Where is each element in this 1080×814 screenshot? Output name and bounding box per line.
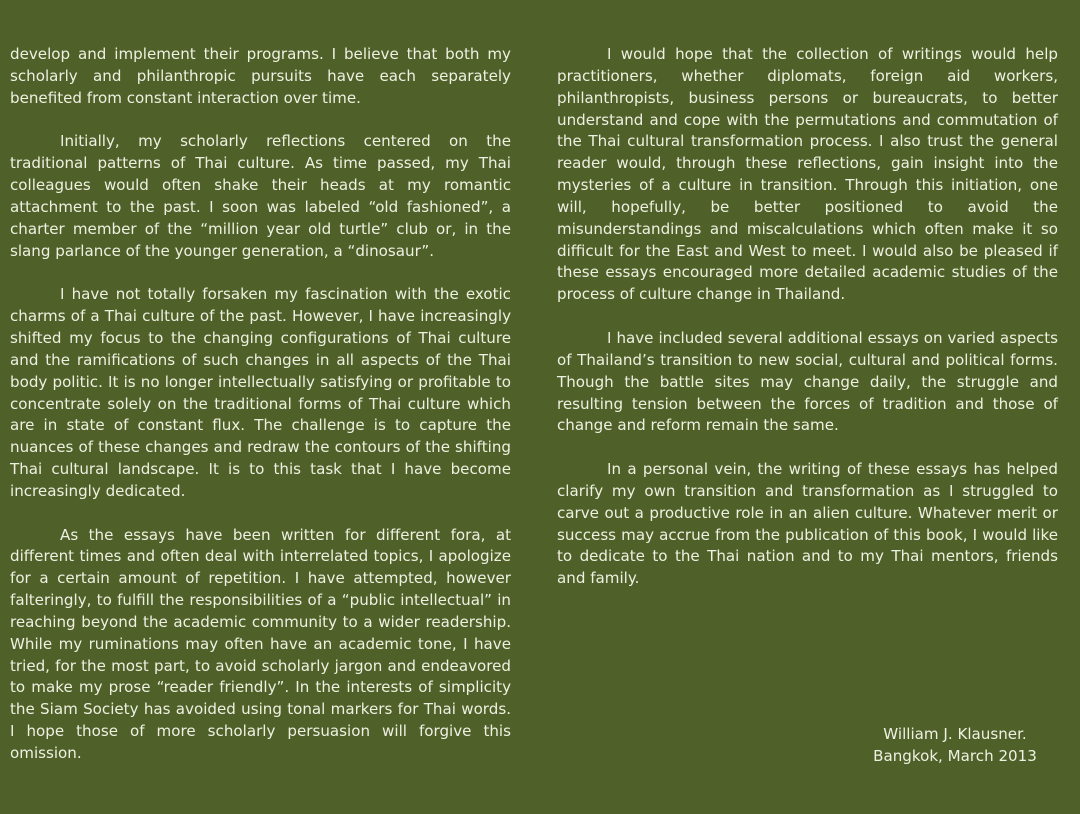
left-paragraph-1: develop and implement their programs. I believe that both my scholarly and philanthropic pursuits have each separately benefited from constant interaction over time.: [10, 45, 511, 107]
left-paragraph-2: Initially, my scholarly reflections centered on the traditional patterns of Thai culture. As time passed, my Thai colleagues would often shake their heads at my romantic attachment to the past. I soon was labeled “old fashioned”, a charter member of the “million year old turtle” club or, in the slang parlance of the younger generation, a “dinosaur”.: [10, 132, 511, 260]
place-and-date: Bangkok, March 2013: [873, 746, 1037, 765]
right-paragraph-1: I would hope that the collection of writings would help practitioners, whether diplomats, foreign aid workers, philanthropists, business persons or bureaucrats, to better understand and cope with the permutations and commutation of the Thai cultural transformation process. I also trust the general reader would, through these reflections, gain insight into the mysteries of a culture in transition. Through this initiation, one will, hopefully, be better positioned to avoid the misunderstandings and miscalculations which often make it so difficult for the East and West to meet. I would also be pleased if these essays encouraged more detailed academic studies of the process of culture change in Thailand.: [557, 45, 1058, 304]
left-paragraph-4: As the essays have been written for different fora, at different times and often deal with interrelated topics, I apologize for a certain amount of repetition. I have attempted, however falteringly, to fulfill the responsibilities of a “public intellectual” in reaching beyond the academic community to a wider readership. While my ruminations may often have an academic tone, I have tried, for the most part, to avoid scholarly jargon and endeavored to make my prose “reader friendly”. In the interests of simplicity the Siam Society has avoided using tonal markers for Thai words. I hope those of more scholarly persuasion will forgive this omission.: [10, 525, 511, 762]
left-paragraph-3: I have not totally forsaken my fascination with the exotic charms of a Thai culture of the past. However, I have increasingly shifted my focus to the changing configurations of Thai culture and the ramifications of such changes in all aspects of the Thai body politic. It is no longer intellectually satisfying or profitable to concentrate solely on the traditional forms of Thai culture which are in state of constant flux. The challenge is to capture the nuances of these changes and redraw the contours of the shifting Thai cultural landscape. It is to this task that I have become increasingly dedicated.: [10, 285, 511, 500]
author-signature: [862, 724, 1048, 768]
author-name: William J. Klausner.: [883, 725, 1027, 743]
right-paragraph-3: In a personal vein, the writing of these essays has helped clarify my own transition and transformation as I struggled to carve out a productive role in an alien culture. Whatever merit or success may accrue from the publication of this book, I would like to dedicate to the Thai nation and to my Thai mentors, friends and family.: [557, 460, 1058, 588]
left-column: [10, 44, 511, 765]
right-paragraph-2: I have included several additional essays on varied aspects of Thailand’s transition to new social, cultural and political forms. Though the battle sites may change daily, the struggle and resulting tension between the forces of tradition and those of change and reform remain the same.: [557, 328, 1058, 435]
right-column: [557, 44, 1058, 590]
